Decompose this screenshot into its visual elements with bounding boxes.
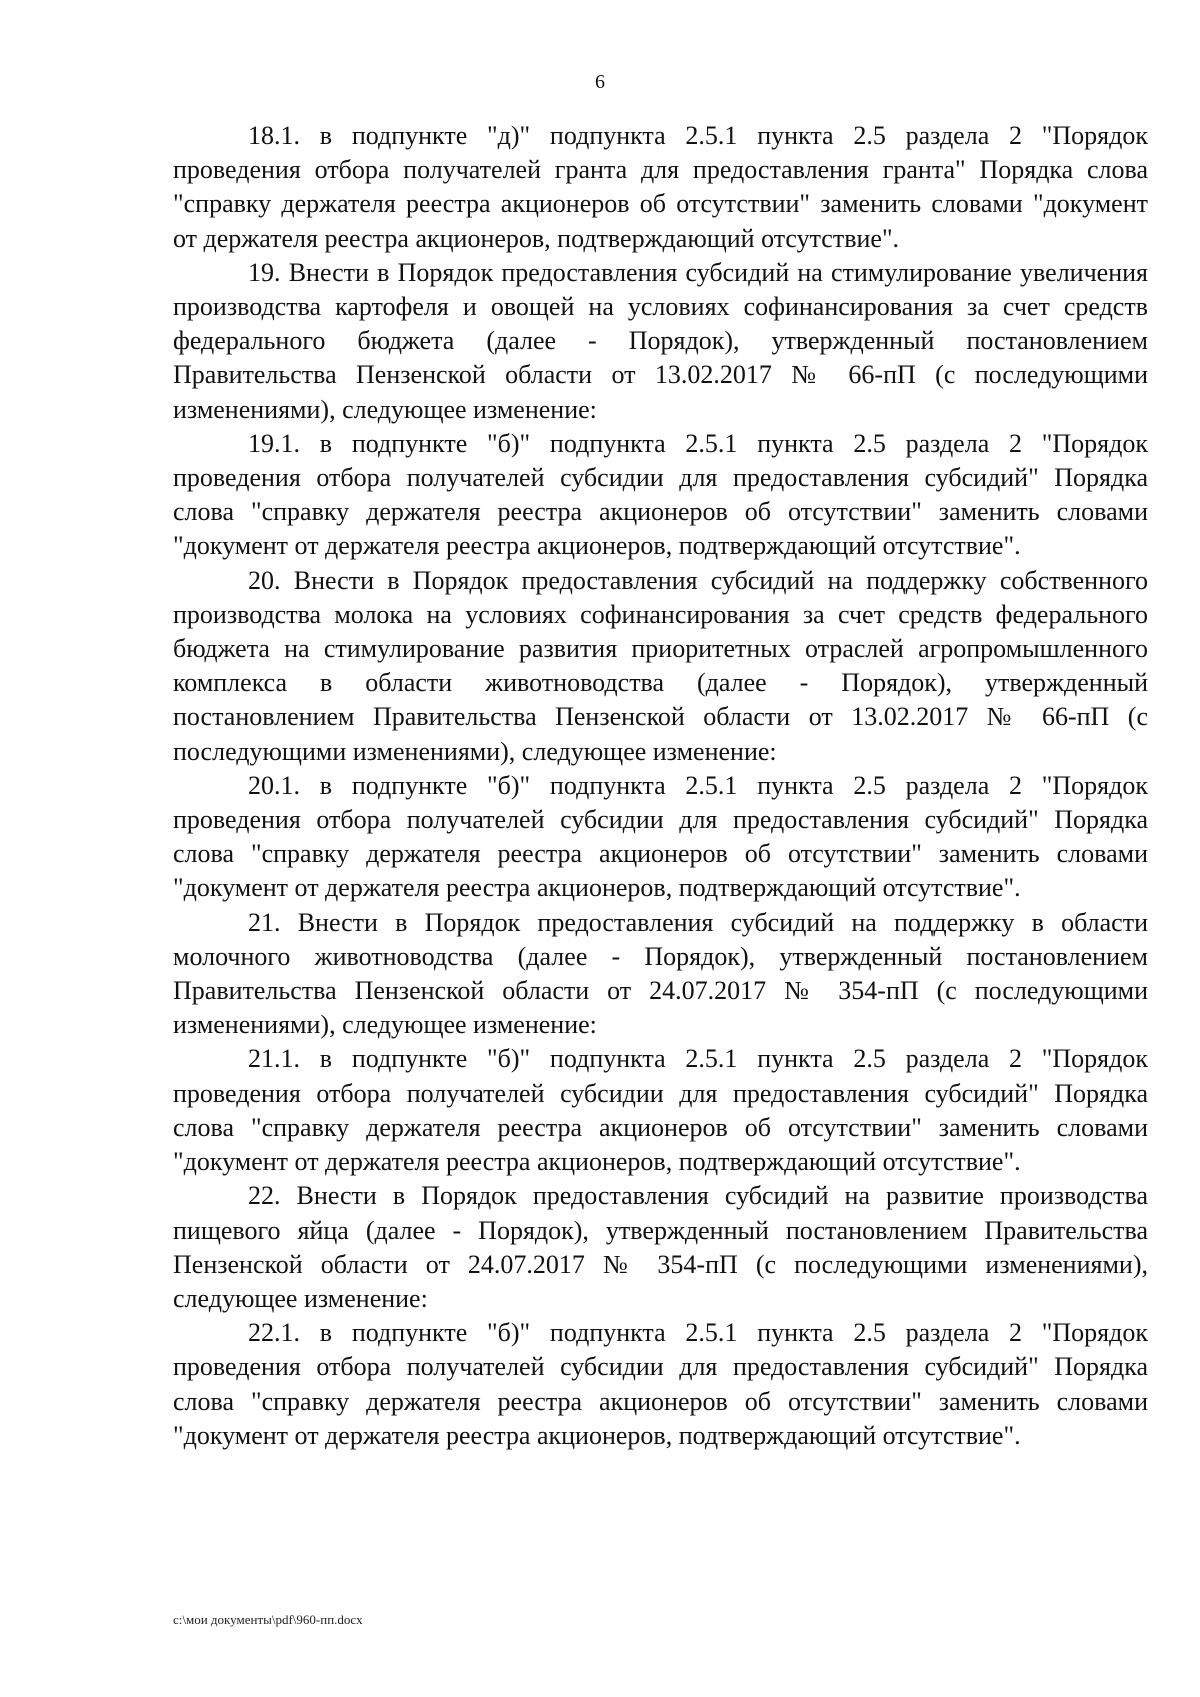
- paragraph-21-1: 21.1. в подпункте "б)" подпункта 2.5.1 пункта 2.5 раздела 2 "Порядок проведения отбора получателей субсидии для предоставления субсидий" Порядка слова "справку держателя реестра акционеров об отсутствии" заменить словами "документ от держателя реестра акционеров, подтверждающий отсутствие".: [173, 1044, 1148, 1177]
- paragraph-22-1: 22.1. в подпункте "б)" подпункта 2.5.1 пункта 2.5 раздела 2 "Порядок проведения отбора получателей субсидии для предоставления субсидий" Порядка слова "справку держателя реестра акционеров об отсутствии" заменить словами "документ от держателя реестра акционеров, подтверждающий отсутствие".: [173, 1318, 1148, 1450]
- paragraph-19: 19. Внести в Порядок предоставления субсидий на стимулирование увеличения производства картофеля и овощей на условиях софинансирования за счет средств федерального бюджета (далее - Порядок), утвержденный постановлением Правительства Пензенской области от 13.02.2017 № 66-пП (с последующими изменениями), следующее изменение:: [173, 257, 1148, 424]
- paragraph-20: 20. Внести в Порядок предоставления субсидий на поддержку собственного производства молока на условиях софинансирования за счет средств федерального бюджета на стимулирование развития приоритетных отраслей агропромышленного комплекса в области животноводства (далее - Порядок), утвержденный постановлением Правительства Пензенской области от 13.02.2017 № 66-пП (с последующими изменениями), следующее изменение:: [173, 565, 1148, 766]
- paragraph-19-1: 19.1. в подпункте "б)" подпункта 2.5.1 пункта 2.5 раздела 2 "Порядок проведения отбора получателей субсидии для предоставления субсидий" Порядка слова "справку держателя реестра акционеров об отсутствии" заменить словами "документ от держателя реестра акционеров, подтверждающий отсутствие".: [173, 428, 1148, 561]
- paragraph-21: 21. Внести в Порядок предоставления субсидий на поддержку в области молочного животноводства (далее - Порядок), утвержденный постановлением Правительства Пензенской области от 24.07.2017 № 354-пП (с последующими изменениями), следующее изменение:: [173, 907, 1148, 1040]
- page-number: 6: [595, 71, 605, 93]
- paragraph-20-1: 20.1. в подпункте "б)" подпункта 2.5.1 пункта 2.5 раздела 2 "Порядок проведения отбора получателей субсидии для предоставления субсидий" Порядка слова "справку держателя реестра акционеров об отсутствии" заменить словами "документ от держателя реестра акционеров, подтверждающий отсутствие".: [173, 770, 1148, 903]
- paragraph-22: 22. Внести в Порядок предоставления субсидий на развитие производства пищевого яйца (далее - Порядок), утвержденный постановлением Правительства Пензенской области от 24.07.2017 № 354-пП (с последующими изменениями), следующее изменение:: [173, 1181, 1148, 1313]
- paragraph-18-1: 18.1. в подпункте "д)" подпункта 2.5.1 пункта 2.5 раздела 2 "Порядок проведения отбора получателей гранта для предоставления гранта" Порядка слова "справку держателя реестра акционеров об отсутствии" заменить словами "документ от держателя реестра акционеров, подтверждающий отсутствие".: [173, 121, 1148, 253]
- document-body: [173, 119, 1148, 1453]
- footer-file-path: c:\мои документы\pdf\960-пп.docx: [173, 1612, 363, 1627]
